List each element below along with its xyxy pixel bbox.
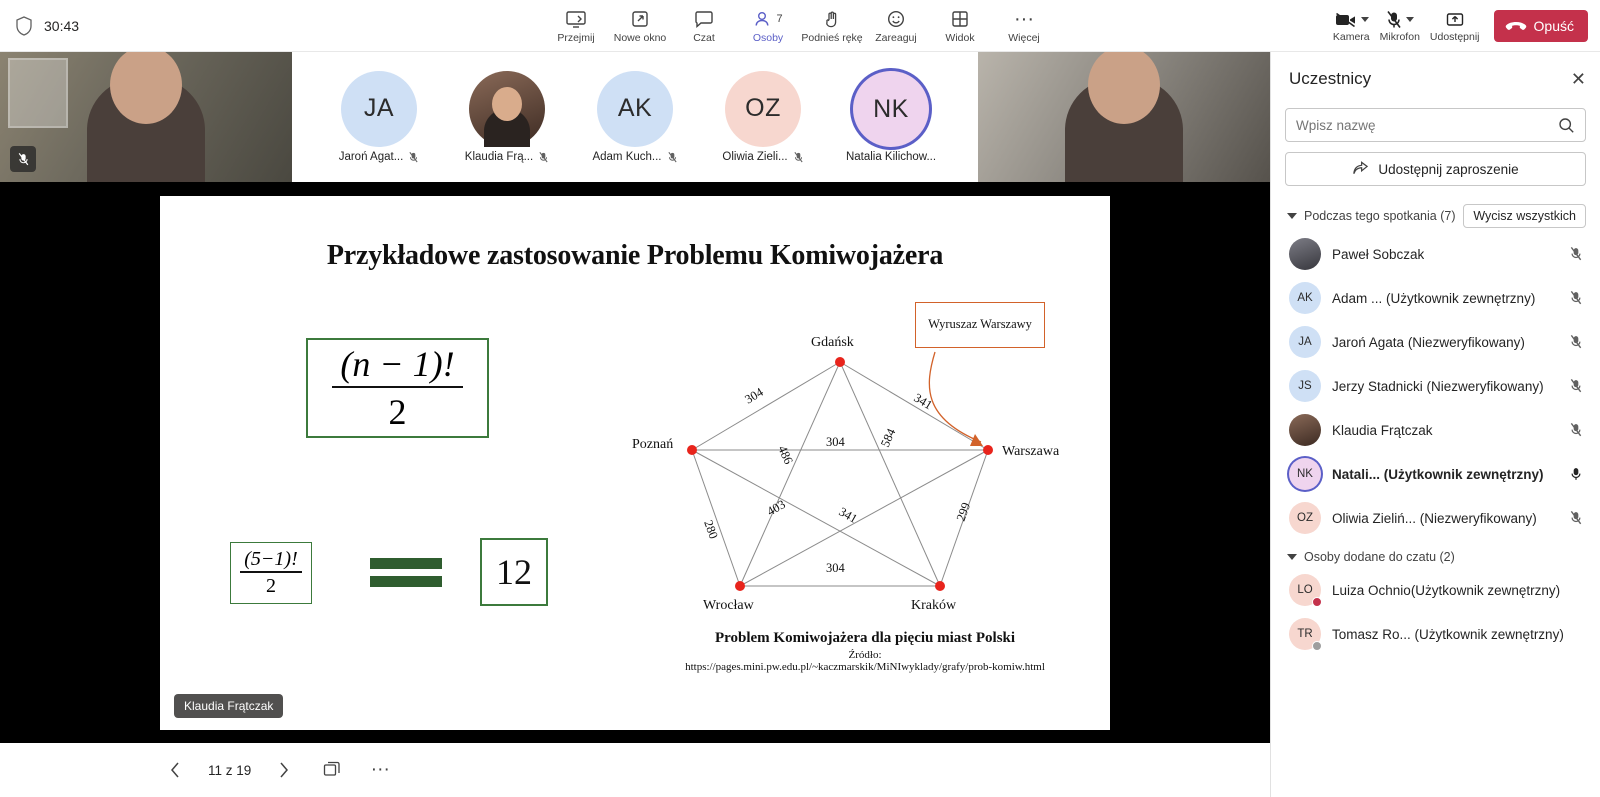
mic-off-icon[interactable] xyxy=(1566,378,1586,394)
tile-name: Adam Kuch... xyxy=(592,151,662,163)
participant-name-text: Klaudia Frątczak xyxy=(1332,422,1433,438)
toolbar-button-wiecej[interactable] xyxy=(994,5,1054,47)
participants-panel xyxy=(1270,52,1600,797)
formula-small-box xyxy=(230,542,312,604)
avatar-initials: JA xyxy=(1298,336,1312,348)
people-count: 7 xyxy=(776,12,783,25)
graph-caption xyxy=(630,630,1100,675)
raise-hand-icon xyxy=(822,8,842,30)
share-screen-icon xyxy=(1445,10,1465,30)
shield-icon xyxy=(14,15,34,37)
participant-name-text: Jaroń Agata xyxy=(1332,334,1408,350)
result-box: 12 xyxy=(480,538,548,606)
participant-row[interactable] xyxy=(1271,408,1600,452)
tile-name-row xyxy=(465,151,549,164)
svg-text:299: 299 xyxy=(953,500,974,523)
participant-video-strip xyxy=(0,52,1270,182)
city-label-gdansk: Gdańsk xyxy=(811,334,854,350)
callout-text-line2: z Warszawy xyxy=(971,316,1032,331)
avatar-initials: AK xyxy=(617,94,653,122)
toolbar-label: Widok xyxy=(945,31,975,44)
participant-name-text: Luiza Ochnio xyxy=(1332,582,1411,598)
avatar xyxy=(1289,282,1321,314)
search-input[interactable] xyxy=(1296,118,1550,133)
participant-name xyxy=(1332,379,1544,394)
callout-text-line1: Wyrusza xyxy=(928,316,972,331)
participant-note: (Niezweryfikowany) xyxy=(1407,334,1525,350)
avatar-initials: JA xyxy=(363,94,395,122)
hangup-icon xyxy=(1505,19,1527,33)
mute-all-button[interactable]: Wycisz wszystkich xyxy=(1463,204,1586,228)
participant-row[interactable] xyxy=(1271,276,1600,320)
chevron-down-icon[interactable] xyxy=(1287,213,1297,219)
toolbar-right-controls xyxy=(1329,7,1600,45)
avatar-initials: JS xyxy=(1298,380,1312,392)
slide-page-indicator: 11 z 19 xyxy=(208,762,252,778)
video-tile-right[interactable] xyxy=(978,52,1270,182)
participant-tile-active-speaker[interactable] xyxy=(839,71,943,163)
chat-participants-list xyxy=(1271,568,1600,656)
new-window-icon xyxy=(630,8,650,30)
participant-row[interactable] xyxy=(1271,232,1600,276)
participants-search[interactable] xyxy=(1285,108,1586,142)
participant-name-text: Oliwia Zieliń... xyxy=(1332,510,1420,526)
toolbar-label: Zareaguj xyxy=(875,31,917,44)
tile-name-row xyxy=(722,151,803,164)
video-tile-left[interactable] xyxy=(0,52,292,182)
avatar xyxy=(1289,238,1321,270)
participant-row[interactable] xyxy=(1271,496,1600,540)
toolbar-left xyxy=(0,15,230,37)
formula-main xyxy=(332,343,462,432)
participant-name xyxy=(1332,291,1535,306)
view-grid-icon xyxy=(950,8,970,30)
city-label-wroclaw: Wrocław xyxy=(703,597,754,613)
participant-row[interactable] xyxy=(1271,568,1600,612)
toolbar-button-widok[interactable] xyxy=(930,5,990,47)
present-icon xyxy=(565,8,587,30)
mic-off-icon[interactable] xyxy=(1566,246,1586,262)
reactions-icon xyxy=(886,8,906,30)
mic-off-icon[interactable] xyxy=(1566,422,1586,438)
tile-name-row xyxy=(846,151,936,163)
avatar xyxy=(1289,370,1321,402)
participant-tile[interactable] xyxy=(327,71,431,164)
avatar xyxy=(1289,502,1321,534)
tile-name: Klaudia Frą... xyxy=(464,151,534,163)
camera-control[interactable] xyxy=(1329,7,1374,45)
city-label-krakow: Kraków xyxy=(911,597,957,613)
participant-name-text: Adam ... xyxy=(1332,290,1387,306)
share-control[interactable] xyxy=(1426,7,1484,45)
svg-text:341: 341 xyxy=(836,503,860,526)
mic-off-icon[interactable] xyxy=(1566,510,1586,526)
svg-text:486: 486 xyxy=(775,443,796,466)
toolbar-button-podnies-reke[interactable] xyxy=(802,5,862,47)
shared-content-area[interactable] xyxy=(0,182,1270,743)
formula-numerator: (n − 1)! xyxy=(332,346,462,388)
mic-off-icon[interactable] xyxy=(1566,334,1586,350)
avatar xyxy=(1289,574,1321,606)
formula-main-box xyxy=(306,338,489,438)
tile-name-row xyxy=(592,151,677,164)
caption-source-label: Źródło: xyxy=(848,648,882,661)
participant-tile[interactable] xyxy=(455,71,559,164)
mic-label: Mikrofon xyxy=(1379,30,1420,43)
toolbar-button-osoby[interactable] xyxy=(738,5,798,47)
prev-slide-button[interactable] xyxy=(160,755,190,785)
mic-control[interactable] xyxy=(1376,7,1424,45)
participant-tile[interactable] xyxy=(583,71,687,164)
svg-text:304: 304 xyxy=(826,434,845,449)
participant-row[interactable] xyxy=(1271,612,1600,656)
caption-source-url: https://pages.mini.pw.edu.pl/~kaczmarskik/MiNIwyklady/grafy/prob-komiw.html xyxy=(685,660,1045,673)
tile-name: Natalia Kilichow... xyxy=(845,151,937,163)
toolbar-label: Więcej xyxy=(1008,31,1040,44)
mic-off-icon xyxy=(538,151,549,164)
participant-name xyxy=(1332,423,1433,438)
chevron-down-icon[interactable] xyxy=(1406,17,1414,22)
panel-title: Uczestnicy xyxy=(1289,69,1372,88)
avatar xyxy=(1289,326,1321,358)
toolbar-label: Przejmij xyxy=(557,31,595,44)
toolbar-label: Podnieś rękę xyxy=(801,31,863,44)
participant-name xyxy=(1332,467,1544,482)
slide-navigation-bar xyxy=(0,743,1270,797)
participant-name xyxy=(1332,511,1537,526)
avatar-initials: OZ xyxy=(1297,512,1313,524)
avatar xyxy=(1289,458,1321,490)
background-window xyxy=(8,58,68,128)
participant-name-text: Jerzy Stadnicki xyxy=(1332,378,1427,394)
toolbar-button-nowe-okno[interactable] xyxy=(610,5,670,47)
leave-button[interactable] xyxy=(1494,10,1588,42)
avatar xyxy=(469,71,545,147)
next-slide-button[interactable] xyxy=(269,755,299,785)
toolbar-button-czat[interactable] xyxy=(674,5,734,47)
participant-note: (Użytkownik zewnętrzny) xyxy=(1386,290,1536,306)
avatar-initials: NK xyxy=(873,94,909,123)
callout-box xyxy=(915,302,1045,348)
meeting-toolbar xyxy=(0,0,1600,52)
tile-name: Oliwia Zieli... xyxy=(722,151,788,163)
toolbar-button-przejmij[interactable] xyxy=(546,5,606,47)
svg-text:403: 403 xyxy=(764,496,788,519)
svg-text:280: 280 xyxy=(701,517,721,541)
share-invite-label: Udostępnij zaproszenie xyxy=(1378,161,1519,177)
participant-name xyxy=(1332,583,1560,598)
group-header-meeting[interactable] xyxy=(1271,200,1600,232)
avatar-initials: AK xyxy=(1297,292,1313,304)
participant-tile[interactable] xyxy=(711,71,815,164)
participant-row[interactable] xyxy=(1271,320,1600,364)
tsp-graph xyxy=(630,300,1100,720)
slide-title: Przykładowe zastosowanie Problemu Komiwojażera xyxy=(326,239,944,271)
presence-offline-icon xyxy=(1312,641,1322,651)
participant-note: (Użytkownik zewnętrzny) xyxy=(1383,466,1544,482)
meeting-timer: 30:43 xyxy=(44,17,80,34)
city-label-poznan: Poznań xyxy=(632,436,674,452)
avatar xyxy=(597,71,673,147)
presenter-name-tag: Klaudia Frątczak xyxy=(174,694,283,718)
share-invite-button[interactable] xyxy=(1285,152,1586,186)
toolbar-button-zareaguj[interactable] xyxy=(866,5,926,47)
avatar-tiles xyxy=(292,52,978,182)
city-label-warszawa: Warszawa xyxy=(1002,443,1060,459)
slide-more-button[interactable]: ··· xyxy=(370,759,390,780)
participant-name xyxy=(1332,627,1564,642)
muted-indicator xyxy=(10,146,36,172)
participant-note: (Użytkownik zewnętrzny) xyxy=(1414,626,1564,642)
participant-name-text: Natali... xyxy=(1332,466,1384,482)
meeting-participants-list xyxy=(1271,232,1600,540)
chevron-down-icon[interactable] xyxy=(1361,17,1369,22)
equals-sign xyxy=(370,558,442,594)
meeting-body xyxy=(0,52,1600,797)
avatar xyxy=(853,71,929,147)
participant-name-text: Paweł Sobczak xyxy=(1332,246,1425,262)
mic-off-icon xyxy=(667,151,678,164)
group-label: Podczas tego spotkania (7) xyxy=(1304,209,1456,223)
more-ellipsis-icon: ··· xyxy=(1014,7,1034,30)
chevron-down-icon[interactable] xyxy=(1287,554,1297,560)
tile-name-row xyxy=(339,151,420,164)
presentation-slide xyxy=(160,196,1110,730)
participant-row-active-speaker[interactable] xyxy=(1271,452,1600,496)
share-label: Udostępnij xyxy=(1429,30,1480,43)
formula-small-denominator: 2 xyxy=(265,575,276,597)
formula-small xyxy=(240,549,301,596)
group-header-chat[interactable] xyxy=(1271,546,1600,568)
toolbar-label: Czat xyxy=(693,31,715,44)
avatar-initials: LO xyxy=(1297,584,1313,596)
presence-busy-icon xyxy=(1312,597,1322,607)
participant-note: (Niezweryfikowany) xyxy=(1419,510,1537,526)
share-link-icon xyxy=(1352,161,1369,177)
camera-off-icon xyxy=(1334,11,1358,29)
mic-off-icon xyxy=(408,151,419,164)
toolbar-label: Nowe okno xyxy=(613,31,667,44)
formula-denominator: 2 xyxy=(388,391,407,432)
participant-note: (Niezweryfikowany) xyxy=(1426,378,1544,394)
avatar-initials: NK xyxy=(1297,468,1313,480)
chat-icon xyxy=(693,8,715,30)
caption-title: Problem Komiwojażera dla pięciu miast Polski xyxy=(714,629,1016,646)
avatar-initials: OZ xyxy=(745,94,781,122)
camera-label: Kamera xyxy=(1332,30,1370,43)
meeting-stage xyxy=(0,52,1270,797)
participant-name xyxy=(1332,335,1525,350)
participant-name-text: Tomasz Ro... xyxy=(1332,626,1415,642)
tile-name: Jaroń Agat... xyxy=(338,151,404,163)
slide-layout-button[interactable] xyxy=(317,755,347,785)
toolbar-center-actions xyxy=(546,5,1054,47)
svg-text:341: 341 xyxy=(911,390,935,412)
svg-text:584: 584 xyxy=(877,425,899,449)
avatar-initials: TR xyxy=(1297,628,1313,640)
people-icon xyxy=(753,8,782,30)
search-icon[interactable] xyxy=(1558,117,1575,134)
mic-off-icon xyxy=(1385,10,1403,30)
mic-off-icon[interactable] xyxy=(1566,290,1586,306)
toolbar-label: Osoby xyxy=(752,31,784,44)
svg-text:304: 304 xyxy=(826,560,845,575)
participant-note: (Użytkownik zewnętrzny) xyxy=(1410,582,1561,598)
mic-off-icon xyxy=(793,151,804,164)
leave-label: Opuść xyxy=(1533,17,1574,34)
avatar xyxy=(1289,618,1321,650)
panel-header xyxy=(1271,52,1600,106)
close-icon[interactable]: ✕ xyxy=(1570,69,1586,89)
avatar xyxy=(725,71,801,147)
avatar xyxy=(341,71,417,147)
svg-text:304: 304 xyxy=(742,384,766,407)
mic-on-icon[interactable] xyxy=(1566,466,1586,482)
participant-name xyxy=(1332,247,1424,262)
formula-small-numerator: (5−1)! xyxy=(240,549,301,573)
group-label: Osoby dodane do czatu (2) xyxy=(1304,550,1455,564)
participant-row[interactable] xyxy=(1271,364,1600,408)
avatar xyxy=(1289,414,1321,446)
